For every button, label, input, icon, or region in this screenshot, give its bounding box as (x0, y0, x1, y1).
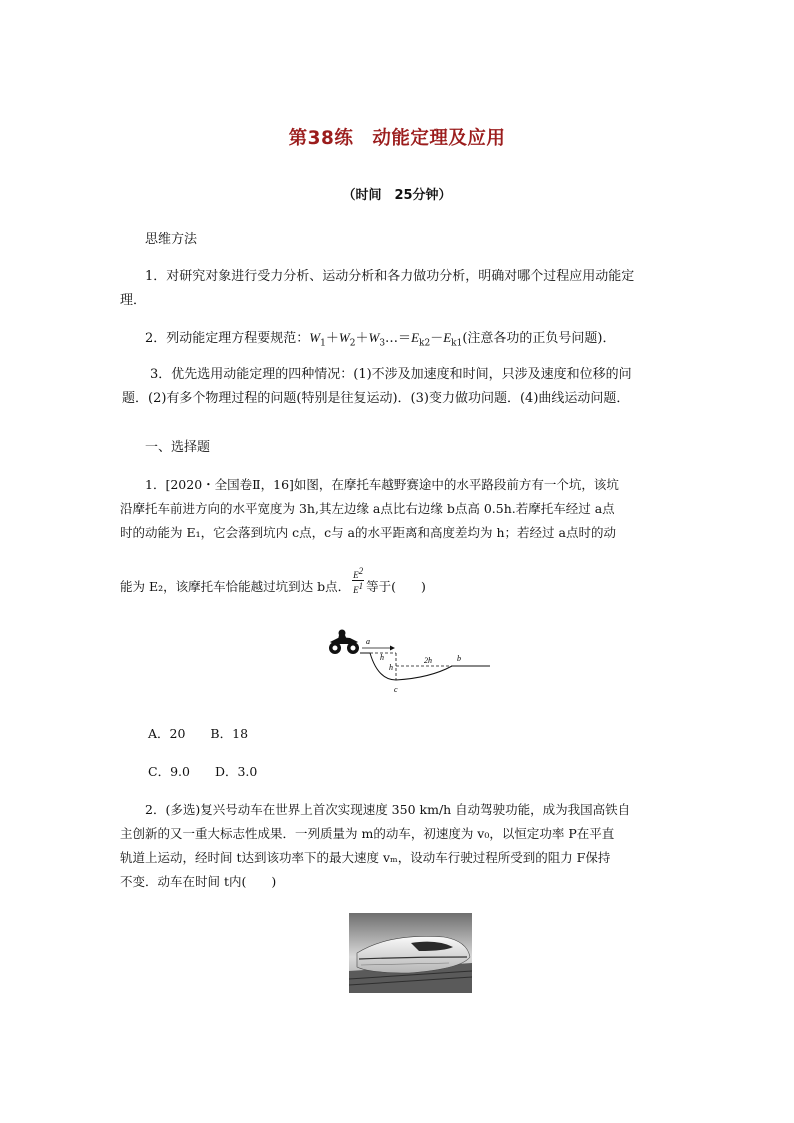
page-title: 第38练 动能定理及应用 (288, 128, 506, 149)
bullet-train-image (349, 913, 472, 993)
question-1-line-4 (120, 566, 426, 595)
question-1-line-4-suffix: 等于( ) (366, 579, 426, 594)
method-item-3-line-2: 题．(2)有多个物理过程的问题(特别是往复运动)．(3)变力做功问题．(4)曲线运动问题． (122, 391, 630, 406)
method-item-2-suffix: (注意各功的正负号问题)． (462, 331, 616, 346)
method-item-2 (145, 330, 616, 352)
label-h-vertical: h (389, 663, 393, 672)
section-heading: 一、选择题 (145, 440, 211, 455)
question-2-line-3: 轨道上运动，经时间 t达到该功率下的最大速度 vₘ，设动车行驶过程所受到的阻力 F保持 (120, 850, 611, 865)
label-b: b (457, 654, 461, 663)
time-note: （时间 25分钟） (342, 188, 452, 203)
arrow-head-icon (390, 646, 395, 651)
question-2-line-1: 2．(多选)复兴号动车在世界上首次实现速度 350 km/h 自动驾驶功能，成为我国高铁自 (145, 802, 631, 817)
question-1-choices-row-1: A．20 B．18 (148, 726, 249, 741)
method-item-2-prefix: 2．列动能定理方程要规范： (145, 331, 310, 346)
motorcycle-icon (329, 630, 359, 655)
question-1-line-3: 时的动能为 E₁，它会落到坑内 c点，c与 a的水平距离和高度差均为 h；若经过 a点时的动 (120, 525, 616, 540)
label-2h: 2h (424, 656, 432, 665)
question-1-line-1: 1．[2020・全国卷Ⅱ，16]如图，在摩托车越野赛途中的水平路段前方有一个坑，该坑 (145, 477, 619, 492)
energy-ratio-fraction: $\frac{E^2}{E^1}$ (353, 566, 364, 595)
question-1-line-4-prefix: 能为 E₂，该摩托车恰能越过坑到达 b点． (120, 579, 351, 594)
label-a: a (366, 637, 370, 646)
label-h-horizontal: h (380, 653, 384, 662)
question-2-line-4: 不变．动车在时间 t内( ) (120, 874, 277, 889)
methods-heading: 思维方法 (145, 232, 198, 247)
method-item-1-line-2: 理． (120, 293, 147, 308)
question-2-line-2: 主创新的又一重大标志性成果．一列质量为 m的动车，初速度为 v₀，以恒定功率 P在平直 (120, 826, 615, 841)
pit-diagram (320, 628, 500, 698)
method-item-3-line-1: 3．优先选用动能定理的四种情况：(1)不涉及加速度和时间，只涉及速度和位移的问 (150, 367, 632, 382)
work-energy-equation: $W_1+W_2+W_3\dots=E_{k2}-E_{k1}$ (309, 330, 463, 349)
question-1-line-2: 沿摩托车前进方向的水平宽度为 3h,其左边缘 a点比右边缘 b点高 0.5h.若摩托车经过 a点 (120, 501, 615, 516)
method-item-1-line-1: 1．对研究对象进行受力分析、运动分析和各力做功分析，明确对哪个过程应用动能定 (145, 269, 635, 284)
label-c: c (394, 685, 398, 694)
question-1-choices-row-2: C．9.0 D．3.0 (148, 764, 258, 779)
